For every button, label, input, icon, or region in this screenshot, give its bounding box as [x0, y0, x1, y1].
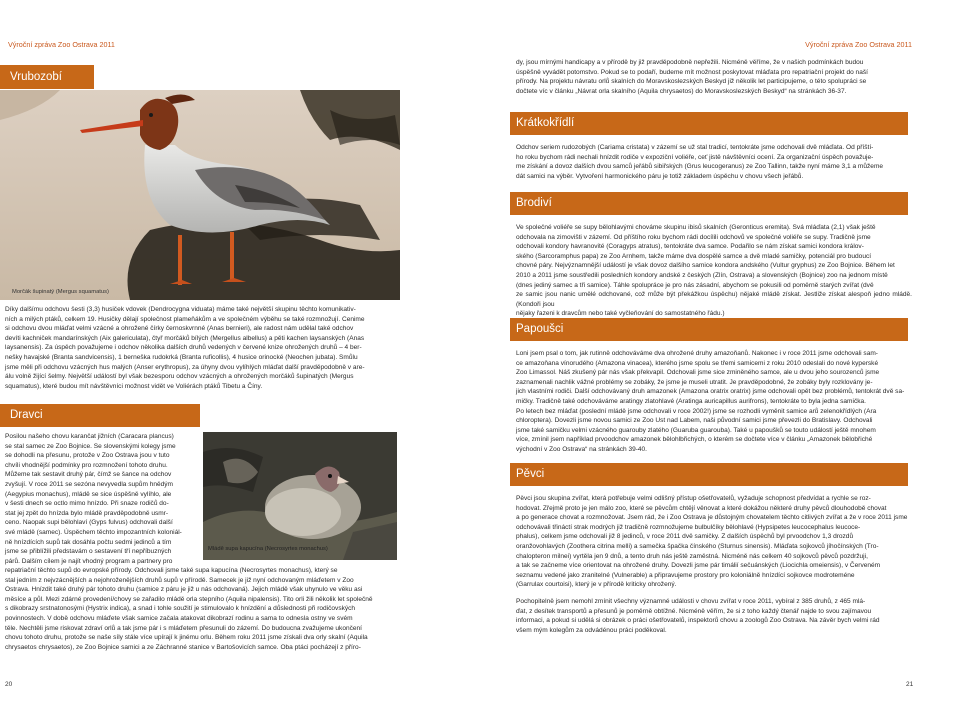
text-line: a tak se začneme více orientovat na ohrožené druhy. Dovezli jsme pár timálií sečuánských (Liocichla omeiensis), v Červeném — [516, 562, 881, 570]
text-line: těle. Nechtěli jsme riskovat zdraví orlů a tak jsme pár i s mláďetem přesunuli do zázemí. Do budoucna zvažujeme ukončení — [5, 624, 362, 632]
text-line: chovné páry. Nejvýznamnější událostí je však dovoz dalšího samice kondora andského (Vultur gryphus) ze Zoo Bojnice. Během let — [516, 262, 895, 270]
text-line: jsme také samičku velmi vzácného guarouby zlatého (Guaruba guarouba). Také u papoušků se touto událostí ještě mnohem — [516, 426, 876, 434]
text-line: Můžeme tak sestavit druhý pár, čímž se šance na odchov — [5, 471, 172, 479]
dravci-paragraph-continued — [5, 566, 400, 652]
text-line: me získání a dovoz dalších dvou samců jeřábů sibiřských (Grus leucogeranus) ze Zoo Tallinn, takže nyní máme 3,1 a můžeme — [516, 163, 884, 171]
text-line: dy, jsou mírnými handicapy a v přírodě by již pravděpodobně nepřežili. Nicméně věříme, že v našich podmínkách budou — [516, 59, 864, 66]
text-line: párů. Dalším cílem je najít vhodný program a partnery pro — [5, 557, 173, 565]
text-line: ce amazoňana vínorudého (Amazona vinacea), kterého jsme spolu se třemi samicemi z roku 2010 odeslali do nové kyperské — [516, 359, 879, 367]
running-header-right: Výroční zpráva Zoo Ostrava 2011 — [805, 40, 912, 49]
text-line: (Garrulax courtoisi), který je v přírodě kriticky ohrožený. — [516, 581, 677, 589]
text-line: oranžovohlavých (Zoothera citrina melli) a samečka špačka čínského (Sturnus sinensis). Mláďata sojkovců jíhočínských (Tro- — [516, 542, 879, 550]
text-line: Odchov seriem rudozobých (Cariama cristata) v zázemí se už stal tradicí, tentokráte jsme odchovali dvě mláďata. Od příští- — [516, 144, 874, 151]
text-line: Po letech bez mláďat (poslední mládě jsme odchovali v roce 2002!) jsme se rozhodli vyměnit samice arů zelenokřídlých (Ara — [516, 407, 877, 415]
dravci-paragraph-end — [516, 58, 912, 96]
text-line: a po generace chovat a rozmnožovat. Jsem rád, že i Zoo Ostrava je důstojným chovatelem těchto citlivých zvířat a že v roce 2011 jsme — [516, 514, 908, 522]
section-kratkokridli: Krátkokřídlí — [510, 112, 908, 135]
text-line: nějaky řazeni k dravcům nebo také vyčleňování do samostatného řádu.) — [516, 310, 725, 318]
running-header-left: Výroční zpráva Zoo Ostrava 2011 — [8, 40, 115, 49]
text-line: jsme měli při odchovu vzácných hus malých (Anser erythropus), za úhyny dvou vylíhlých mláďat další pravděpodobně v are- — [5, 363, 365, 371]
text-line: zvyšují. V roce 2011 se sezóna nevyvedla supům hnědým — [5, 480, 174, 488]
text-line: nešky havajské (Branta sandvicensis), 1 berneška rudokrká (Branta ruficollis), 4 husice orinocké (Neochen jubata). Smůlu — [5, 353, 358, 361]
pevci-paragraph — [516, 494, 912, 590]
text-line: chalopteron milnei) vyrtěla jen 9 dnů, a tento druh nás ještě zaměstná. Nicméně nás celkem 40 sojkovců pěvců pozdržuji, — [516, 552, 868, 560]
closing-paragraph — [516, 597, 912, 635]
text-line: squamatus), které budou mít návštěvníci možnost vidět ve Voliérách ptáků Tibetu a Číny. — [5, 382, 263, 390]
text-line: jich vlastními rodiči. Další odchovávaný druh amazonek (Amazona oratrix oratrix) jsme odchovali opět bez problémů, tentokrát dvě sa- — [516, 388, 905, 396]
section-pevci: Pěvci — [510, 463, 908, 486]
text-line: zaznamenali nachlik vážné problémy se zobáky, že jsme je museli utratit. Je pravděpodobné, že zobáky byly rozklovány je- — [516, 378, 873, 386]
text-line: stal jedním z nejvzácnějších a nejohroženějších druhů supů v přírodě. Samecek je již nyní odchovaným mláďetem v Zoo — [5, 576, 354, 584]
text-line: Ostrava. Hnízdit také druhý pár tohoto druhu (samice z páru je již u nás odchovaná). Jejich mládě však uhynulo ve věku asi — [5, 586, 363, 594]
text-line: stat jej zpět do hnízda bylo mládě pravděpodobně usmr- — [5, 509, 169, 517]
text-line: odchovala na zimovišti v zázemí. Od příštího roku bychom rádi docílili odchovů ve společné voliéře se supy. Tradičně jsme — [516, 233, 871, 241]
text-line: álu volně žijící šelmy. Největší událostí byl však bezesporu odchov vzácných a ohrožených morčáků šupinatých (Mergus — [5, 373, 354, 381]
section-dravci: Dravci — [0, 404, 200, 427]
text-line: Ve společné voliéře se supy bělohlavými chováme skupinu ibisů skalních (Geronticus eremita). Svá mláďata (2,1) však ještě — [516, 224, 876, 231]
text-line: informaci, a pokud si udělá si obrázek o práci ošetřovatelů, inspektorů chovu a zoologů Zoo Ostrava. Na závěr bych velmi rád — [516, 617, 880, 625]
text-line: (dnes jediný samec a tři samice). Táhle spolupráce je pro nás zásadní, abychom se pokusili od poměrně starých zvířat (dvě — [516, 281, 874, 289]
text-line: Posilou našeho chovu karančat jižních (Caracara plancus) — [5, 433, 174, 440]
text-line: povinnostech. V době odchovu mláďete však samice začala atakovat dikobrazí rodinu a sama to odnesla ostny ve svém — [5, 614, 353, 622]
section-brodivi: Brodiví — [510, 192, 908, 215]
text-line: odchovávali třináctí strak modrých již tradičně rozmnožujeme bulbulčíky bělohlavé (Hypsipetes leucocephalus leucoce- — [516, 523, 861, 531]
text-line: měsíce a půl. Mezi zdárné provedení/chovy se zařadilo mládě orla stepního (Aquila nipalensis). Tito orli žili několik let společně — [5, 595, 373, 603]
text-line: Díky dalšímu odchovu šesti (3,3) husiček vdovek (Dendrocygna viduata) máme také největší skupinu těchto komunikativ- — [5, 306, 356, 313]
text-line: se dohodli na přesunu, protože v Zoo Ostrava jsou v tuto — [5, 452, 170, 460]
section-vrubozobi: Vrubozobí — [0, 65, 94, 89]
text-line: ních a milých ptáků, celkem 19. Husičky dělají společnost plameňákům a ve společném výběhu se také rozmnožují. Cenime — [5, 315, 365, 323]
text-line: chvíli vhodnější podmínky pro rozmnožení tohoto druhu. — [5, 461, 168, 469]
text-line: své mládě (samec). Úspěchem těchto impozantních koloniál- — [5, 528, 182, 536]
text-line: s dikobrazy srstnatonosými (Hystrix indica), a snad i tohle soužití je stimulovalo k hnízdění a důslednosti při rodičovských — [5, 605, 356, 613]
text-line: chloroptera). Dovezli jsme novou samici ze Zoo Ust nad Labem, naši původní samici jsme převezli do Bratislavy. Odchovali — [516, 417, 873, 425]
text-line: jsme se přiblížili představám o sestavení tří nepříbuzných — [5, 548, 172, 556]
text-line: ho roku bychom rádi nechali hnízdit rodiče v expoziční voliéře, ceť jistě návštěvníci ocení. Za organizační úspěch považuje- — [516, 153, 874, 161]
text-line: více, zmínil jsem například prvoodchov amazonek bělohlbřichých, o kterém se dočtete více v článku „Amazonek bělobřiché — [516, 436, 873, 444]
text-line: Pěvci jsou skupina zvířat, která potřebuje velmi odlišný přístup ošetřovatelů, vyžaduje schopnost předvídat a rychle se roz- — [516, 495, 871, 502]
text-line: 2010 a 2011 jsme soustředili posledních kondory andské z českých (Zlín, Ostrava) a slovenských (Bojnice) zoo na jednom místě — [516, 271, 888, 279]
merganser-caption: Morčák šupinatý (Mergus squamatus) — [12, 289, 109, 295]
text-line: phalus), celkem jsme odchovali již 8 jedinců, v roce 2011 dvě samičky. Z dalších úspěchů byl prvoodchov 1,3 drozdů — [516, 533, 854, 541]
text-line: si odchovu dvou mláďat velmi vzácné a ohrožené čírky černoskvrnné (Anas bernieri), ale radost nám udělal také odchov — [5, 325, 354, 333]
brodivi-paragraph — [516, 223, 912, 319]
text-line: laysanensis). Za úspěch považujeme i odchov několika dalších druhů vedených v červené knize ohrožených druhů – 4 ber- — [5, 344, 362, 352]
text-line: odchovali kondory havranovité (Coragyps atratus), tentokráte dva samce. Podařilo se nám získat samici kondora králov- — [516, 243, 864, 251]
text-line: repatriační těchto supů do evropské přírody. Odchovali jsme také supa kapucína (Necrosyrtes monachus), který se — [5, 567, 338, 574]
vulture-chick-caption: Mládě supa kapucína (Necrosyrtes monachus) — [208, 546, 328, 552]
text-line: devíti kachniček mandarínských (Aix galericulata), čtyř morčáků bílých (Mergellus albellus) a pěti kachen laysanských (Anas — [5, 334, 365, 342]
vulture-chick-photo — [203, 432, 397, 560]
kratkokridli-paragraph — [516, 143, 912, 181]
text-line: Loni jsem psal o tom, jak rutinně odchováváme dva ohrožené druhy amazoňanů. Nakonec i v roce 2011 jsme odchovali sam- — [516, 350, 878, 357]
text-line: ďat, z desítek transportů a přesunů je poměrně obtížné. Nicméně věřím, že si z toho každý čtenář najde to svou zajímavou — [516, 607, 872, 615]
text-line: mičky. Tradičně také odchováváme aratingy zlatohlavé (Aratinga auricapillus aurifrons), tentokráte to byla jedna samička. — [516, 397, 866, 405]
text-line: Zoo Limassol. Náš zkušený pár nás však překvapil. Odchovali jsme sice zminěného samce, ale u dvou jeho sourozenců jsme — [516, 369, 880, 377]
text-line: úspěšně vyvádět potomstvo. Pokud se to podaří, budeme mít možnost poskytovat mláďata pro repatriační projekt do naší — [516, 68, 868, 76]
text-line: ně hnízdících supů tak dosáhla počtu sedmi jedinců a tím — [5, 538, 172, 546]
text-line: chrysaetos chrysaetos), ze Zoo Bojnice samici a ze Záchranné stanice v Bartošovicích samce. Oba ptáci pocházejí z příro- — [5, 643, 361, 651]
text-line: chovu tohoto druhu, protože se naše síly stále více upírají k jinému orlu. Během roku 2011 jsme získali dva orly skalní (Aquila — [5, 634, 368, 642]
text-line: přírody. Na projektu návratu orlů skalních do Moravskoslezských Beskyd již několik let participujeme, o této spolupráci se — [516, 78, 867, 86]
page-number-right: 21 — [906, 681, 914, 688]
text-line: hodovat. Zřejmě proto je jen málo zoo, které se pěvcům chtějí věnovat a které dokážou některé druhy pěvců dlouhodobě chovat — [516, 504, 887, 512]
text-line: všem mým kolegům za odvádénou práci poděkoval. — [516, 626, 667, 634]
text-line: se stal samec ze Zoo Bojnice. Se slovenskými kolegy jsme — [5, 442, 176, 450]
text-line: východní v Zoo Ostrava“ na stránkách 39-40. — [516, 445, 648, 453]
section-papousci: Papoušci — [510, 318, 908, 341]
text-line: dát samici na výběr. Vytvoření harmonického páru je totiž základem úspěchu v chovu všech jeřábů. — [516, 172, 804, 180]
text-line: seznamu vedené jako zranitelné (Vulnerable) a připravujeme prostory pro koloniálně hnízdící sojkovce modroteméne — [516, 571, 855, 579]
papousci-paragraph — [516, 349, 912, 455]
dravci-paragraph — [5, 432, 195, 566]
text-line: (Aegypius monachus), mládě se sice úspěšně vylíhlo, ale — [5, 490, 172, 498]
vrubozobi-paragraph — [5, 305, 400, 391]
text-line: Pochopitelně jsem nemohl zmínit všechny významné události v chovu zvířat v roce 2011, vybíral z 385 druhů, z 465 mlá- — [516, 598, 866, 605]
text-line: ceno. Naopak supi bělohlaví (Gyps fulvus) odchovali další — [5, 519, 173, 527]
page-number-left: 20 — [5, 681, 13, 688]
text-line: ského (Sarcoramphus papa) ze Zoo Arnhem, takže máme dva dospělé samce a dvě mladé samičky, potenciál pro budoucí — [516, 252, 872, 260]
text-line: dočtete víc v článku „Návrat orla skalního (Aquila chrysaetos) do Moravskoslezských Beskyd“ na stránkách 36-37. — [516, 87, 847, 95]
text-line: v šesti dnech se octlo mimo hnízdo. Při snaze rodičů do- — [5, 500, 169, 508]
text-line: ze samic jsou nanic umělé odchované, což může být překážkou úspěchu) nějaké mládě získat. Jestliže získat alespoň jedno mládě. (Kondoři jsou — [516, 291, 912, 308]
merganser-photo — [0, 90, 400, 300]
